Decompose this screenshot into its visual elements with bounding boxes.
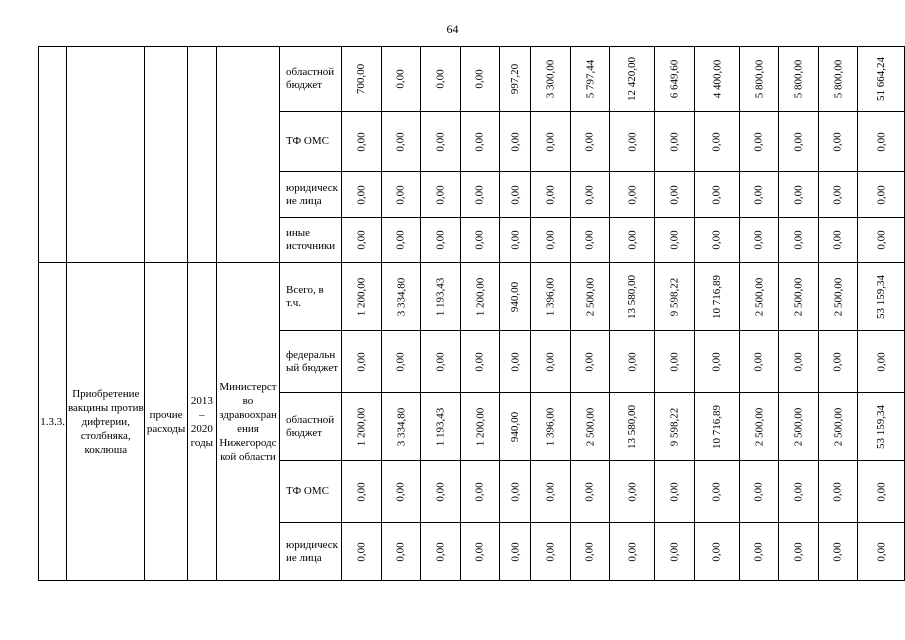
year-value-cell: [739, 331, 779, 393]
year-value-cell: [460, 461, 500, 523]
value-text: 0,00: [584, 131, 597, 152]
year-value-cell: [570, 523, 610, 581]
budget-table: [38, 46, 905, 581]
value-text: 0,00: [509, 351, 522, 372]
year-value-cell: [342, 393, 382, 461]
item-code-cell: 1.3.3.: [39, 263, 67, 581]
value-text: 0,00: [875, 481, 888, 502]
total-value-cell: [858, 112, 905, 172]
page-number: 64: [446, 22, 459, 36]
value-text: 0,00: [668, 481, 681, 502]
item-description-cell: Приобретение вакцины против дифтерии, столбняка, коклюша: [67, 263, 145, 581]
year-value-cell: [570, 393, 610, 461]
value-text: 0,00: [753, 131, 766, 152]
year-value-cell: [655, 47, 695, 112]
year-value-cell: [818, 523, 858, 581]
value-text: 0,00: [753, 230, 766, 250]
year-value-cell: [381, 47, 421, 112]
funding-source-cell: ТФ ОМС: [280, 112, 342, 172]
year-value-cell: [570, 461, 610, 523]
value-text: 4 400,00: [710, 59, 723, 99]
value-text: 5 800,00: [792, 59, 805, 99]
year-value-cell: [460, 218, 500, 263]
year-value-cell: [460, 523, 500, 581]
value-text: 2 500,00: [753, 407, 766, 446]
year-value-cell: [500, 263, 531, 331]
value-text: 0,00: [544, 541, 557, 562]
value-text: 1 396,00: [544, 277, 557, 316]
year-value-cell: [610, 172, 655, 218]
value-text: 0,00: [792, 184, 805, 205]
year-value-cell: [739, 172, 779, 218]
value-text: 2 500,00: [832, 407, 845, 446]
description-cell: [67, 47, 145, 263]
value-text: 2 500,00: [584, 407, 597, 446]
year-value-cell: [779, 112, 819, 172]
value-text: 53 159,34: [875, 404, 888, 449]
year-value-cell: [381, 263, 421, 331]
year-value-cell: [421, 172, 461, 218]
value-text: 700,00: [355, 63, 368, 95]
value-text: 0,00: [584, 351, 597, 372]
value-text: 0,00: [626, 541, 639, 562]
value-text: 5 800,00: [753, 59, 766, 99]
value-text: 0,00: [544, 184, 557, 205]
year-value-cell: [694, 47, 739, 112]
value-text: 997,20: [509, 63, 522, 95]
item-period-cell: 2013 – 2020 годы: [187, 263, 216, 581]
year-value-cell: [531, 393, 571, 461]
year-value-cell: [739, 112, 779, 172]
total-value-cell: [858, 47, 905, 112]
year-value-cell: [779, 263, 819, 331]
year-value-cell: [610, 331, 655, 393]
year-value-cell: [342, 47, 382, 112]
value-text: 0,00: [394, 481, 407, 502]
value-text: 0,00: [473, 351, 486, 372]
year-value-cell: [531, 331, 571, 393]
value-text: 0,00: [394, 184, 407, 205]
value-text: 1 200,00: [355, 277, 368, 316]
total-value-cell: [858, 461, 905, 523]
value-text: 0,00: [355, 184, 368, 205]
value-text: 13 580,00: [626, 404, 639, 449]
item-responsible-cell: Министерст во здравоохран ения Нижегородс кой области: [216, 263, 279, 581]
value-text: 0,00: [753, 481, 766, 502]
total-value-cell: [858, 172, 905, 218]
value-text: 2 500,00: [792, 277, 805, 316]
year-value-cell: [342, 218, 382, 263]
value-text: 0,00: [434, 184, 447, 205]
total-value-cell: [858, 263, 905, 331]
value-text: 0,00: [753, 184, 766, 205]
value-text: 0,00: [875, 184, 888, 205]
value-text: 0,00: [544, 351, 557, 372]
value-text: 0,00: [473, 541, 486, 562]
year-value-cell: [381, 461, 421, 523]
value-text: 0,00: [434, 541, 447, 562]
value-text: 0,00: [626, 481, 639, 502]
year-value-cell: [739, 393, 779, 461]
year-value-cell: [381, 523, 421, 581]
year-value-cell: [779, 172, 819, 218]
year-value-cell: [739, 523, 779, 581]
year-value-cell: [570, 172, 610, 218]
year-value-cell: [500, 218, 531, 263]
value-text: 0,00: [832, 230, 845, 250]
table-body: [39, 47, 905, 581]
value-text: 0,00: [509, 230, 522, 250]
value-text: 0,00: [832, 184, 845, 205]
value-text: 10 716,89: [710, 404, 723, 449]
value-text: 0,00: [544, 230, 557, 250]
year-value-cell: [421, 523, 461, 581]
value-text: 0,00: [584, 230, 597, 250]
year-value-cell: [342, 172, 382, 218]
value-text: 0,00: [792, 541, 805, 562]
year-value-cell: [694, 331, 739, 393]
value-text: 53 159,34: [875, 274, 888, 319]
year-value-cell: [779, 461, 819, 523]
year-value-cell: [460, 393, 500, 461]
value-text: 1 200,00: [473, 407, 486, 446]
year-value-cell: [610, 461, 655, 523]
year-value-cell: [531, 112, 571, 172]
total-value-cell: [858, 218, 905, 263]
year-value-cell: [531, 263, 571, 331]
value-text: 5 797,44: [584, 59, 597, 99]
year-value-cell: [739, 461, 779, 523]
year-value-cell: [779, 218, 819, 263]
value-text: 0,00: [668, 184, 681, 205]
year-value-cell: [342, 523, 382, 581]
value-text: 0,00: [434, 69, 447, 89]
year-value-cell: [655, 172, 695, 218]
value-text: 0,00: [434, 351, 447, 372]
code-cell: [39, 47, 67, 263]
item-category-cell: прочие расходы: [145, 263, 188, 581]
value-text: 0,00: [394, 230, 407, 250]
year-value-cell: [694, 461, 739, 523]
year-value-cell: [779, 393, 819, 461]
year-value-cell: [818, 393, 858, 461]
year-value-cell: [460, 47, 500, 112]
value-text: 1 193,43: [434, 407, 447, 446]
value-text: 0,00: [473, 184, 486, 205]
year-value-cell: [500, 393, 531, 461]
year-value-cell: [381, 218, 421, 263]
value-text: 0,00: [394, 131, 407, 152]
year-value-cell: [818, 461, 858, 523]
year-value-cell: [610, 393, 655, 461]
year-value-cell: [739, 263, 779, 331]
value-text: 2 500,00: [832, 277, 845, 316]
funding-source-cell: юридическ ие лица: [280, 172, 342, 218]
value-text: 0,00: [668, 131, 681, 152]
year-value-cell: [739, 47, 779, 112]
year-value-cell: [610, 47, 655, 112]
value-text: 0,00: [668, 230, 681, 250]
year-value-cell: [779, 331, 819, 393]
value-text: 5 800,00: [832, 59, 845, 99]
value-text: 6 649,60: [668, 59, 681, 99]
value-text: 13 580,00: [626, 274, 639, 319]
value-text: 0,00: [355, 481, 368, 502]
value-text: 0,00: [626, 230, 639, 250]
year-value-cell: [421, 393, 461, 461]
value-text: 0,00: [832, 351, 845, 372]
value-text: 0,00: [355, 351, 368, 372]
year-value-cell: [500, 331, 531, 393]
year-value-cell: [421, 461, 461, 523]
year-value-cell: [610, 218, 655, 263]
funding-source-cell: Всего, в т.ч.: [280, 263, 342, 331]
value-text: 0,00: [473, 230, 486, 250]
year-value-cell: [610, 523, 655, 581]
year-value-cell: [500, 172, 531, 218]
value-text: 0,00: [355, 131, 368, 152]
year-value-cell: [694, 172, 739, 218]
year-value-cell: [655, 523, 695, 581]
year-value-cell: [421, 263, 461, 331]
value-text: 51 664,24: [875, 57, 888, 101]
value-text: 0,00: [509, 481, 522, 502]
year-value-cell: [500, 461, 531, 523]
funding-source-cell: иные источники: [280, 218, 342, 263]
value-text: 0,00: [792, 230, 805, 250]
table-row: [39, 263, 905, 331]
year-value-cell: [694, 523, 739, 581]
period-cell: [187, 47, 216, 263]
funding-source-cell: областной бюджет: [280, 393, 342, 461]
value-text: 1 396,00: [544, 407, 557, 446]
total-value-cell: [858, 393, 905, 461]
value-text: 3 334,80: [394, 277, 407, 316]
value-text: 0,00: [792, 351, 805, 372]
value-text: 0,00: [509, 131, 522, 152]
year-value-cell: [531, 47, 571, 112]
funding-source-cell: областной бюджет: [280, 47, 342, 112]
funding-source-cell: федеральн ый бюджет: [280, 331, 342, 393]
year-value-cell: [460, 112, 500, 172]
year-value-cell: [818, 331, 858, 393]
responsible-cell: [216, 47, 279, 263]
year-value-cell: [655, 263, 695, 331]
year-value-cell: [381, 393, 421, 461]
funding-source-cell: ТФ ОМС: [280, 461, 342, 523]
value-text: 10 716,89: [710, 274, 723, 319]
year-value-cell: [818, 172, 858, 218]
year-value-cell: [610, 263, 655, 331]
year-value-cell: [818, 112, 858, 172]
value-text: 940,00: [509, 411, 522, 442]
year-value-cell: [421, 47, 461, 112]
value-text: 0,00: [710, 184, 723, 205]
value-text: 0,00: [394, 351, 407, 372]
value-text: 2 500,00: [792, 407, 805, 446]
value-text: 0,00: [832, 131, 845, 152]
year-value-cell: [500, 47, 531, 112]
total-value-cell: [858, 331, 905, 393]
value-text: 0,00: [626, 131, 639, 152]
year-value-cell: [460, 172, 500, 218]
value-text: 2 500,00: [753, 277, 766, 316]
value-text: 0,00: [584, 541, 597, 562]
value-text: 0,00: [544, 481, 557, 502]
value-text: 9 598,22: [668, 407, 681, 446]
value-text: 0,00: [832, 541, 845, 562]
value-text: 0,00: [355, 541, 368, 562]
year-value-cell: [818, 47, 858, 112]
value-text: 0,00: [875, 351, 888, 372]
value-text: 0,00: [355, 230, 368, 250]
value-text: 9 598,22: [668, 277, 681, 316]
year-value-cell: [342, 112, 382, 172]
year-value-cell: [531, 523, 571, 581]
value-text: 0,00: [434, 481, 447, 502]
year-value-cell: [460, 263, 500, 331]
value-text: 0,00: [875, 541, 888, 562]
year-value-cell: [655, 461, 695, 523]
value-text: 2 500,00: [584, 277, 597, 316]
year-value-cell: [655, 112, 695, 172]
year-value-cell: [531, 172, 571, 218]
value-text: 0,00: [710, 131, 723, 152]
value-text: 0,00: [753, 351, 766, 372]
value-text: 1 193,43: [434, 277, 447, 316]
value-text: 0,00: [792, 481, 805, 502]
table-row: [39, 47, 905, 112]
year-value-cell: [570, 331, 610, 393]
year-value-cell: [739, 218, 779, 263]
year-value-cell: [342, 263, 382, 331]
year-value-cell: [570, 112, 610, 172]
year-value-cell: [531, 461, 571, 523]
value-text: 940,00: [509, 281, 522, 312]
year-value-cell: [342, 461, 382, 523]
year-value-cell: [779, 523, 819, 581]
value-text: 0,00: [473, 131, 486, 152]
total-value-cell: [858, 523, 905, 581]
value-text: 0,00: [394, 541, 407, 562]
value-text: 0,00: [434, 230, 447, 250]
year-value-cell: [610, 112, 655, 172]
year-value-cell: [655, 218, 695, 263]
value-text: 1 200,00: [355, 407, 368, 446]
year-value-cell: [694, 393, 739, 461]
value-text: 12 420,00: [626, 57, 639, 101]
year-value-cell: [694, 218, 739, 263]
year-value-cell: [421, 331, 461, 393]
year-value-cell: [531, 218, 571, 263]
value-text: 0,00: [832, 481, 845, 502]
value-text: 0,00: [710, 481, 723, 502]
value-text: 0,00: [875, 131, 888, 152]
year-value-cell: [500, 523, 531, 581]
year-value-cell: [779, 47, 819, 112]
value-text: 0,00: [473, 481, 486, 502]
value-text: 0,00: [509, 541, 522, 562]
value-text: 0,00: [710, 541, 723, 562]
year-value-cell: [460, 331, 500, 393]
year-value-cell: [818, 218, 858, 263]
value-text: 0,00: [584, 184, 597, 205]
value-text: 0,00: [626, 184, 639, 205]
year-value-cell: [570, 218, 610, 263]
value-text: 3 334,80: [394, 407, 407, 446]
value-text: 0,00: [394, 69, 407, 89]
year-value-cell: [570, 47, 610, 112]
year-value-cell: [694, 112, 739, 172]
value-text: 0,00: [434, 131, 447, 152]
year-value-cell: [421, 218, 461, 263]
year-value-cell: [500, 112, 531, 172]
year-value-cell: [342, 331, 382, 393]
value-text: 0,00: [668, 541, 681, 562]
year-value-cell: [381, 112, 421, 172]
category-cell: [145, 47, 188, 263]
value-text: 0,00: [792, 131, 805, 152]
value-text: 1 200,00: [473, 277, 486, 316]
funding-source-cell: юридическ ие лица: [280, 523, 342, 581]
value-text: 0,00: [544, 131, 557, 152]
value-text: 0,00: [473, 69, 486, 89]
year-value-cell: [381, 172, 421, 218]
value-text: 0,00: [875, 230, 888, 250]
year-value-cell: [655, 331, 695, 393]
year-value-cell: [694, 263, 739, 331]
year-value-cell: [381, 331, 421, 393]
year-value-cell: [655, 393, 695, 461]
year-value-cell: [818, 263, 858, 331]
value-text: 0,00: [710, 351, 723, 372]
year-value-cell: [570, 263, 610, 331]
value-text: 0,00: [668, 351, 681, 372]
value-text: 0,00: [584, 481, 597, 502]
year-value-cell: [421, 112, 461, 172]
value-text: 0,00: [509, 184, 522, 205]
value-text: 3 300,00: [544, 59, 557, 99]
value-text: 0,00: [626, 351, 639, 372]
value-text: 0,00: [753, 541, 766, 562]
value-text: 0,00: [710, 230, 723, 250]
